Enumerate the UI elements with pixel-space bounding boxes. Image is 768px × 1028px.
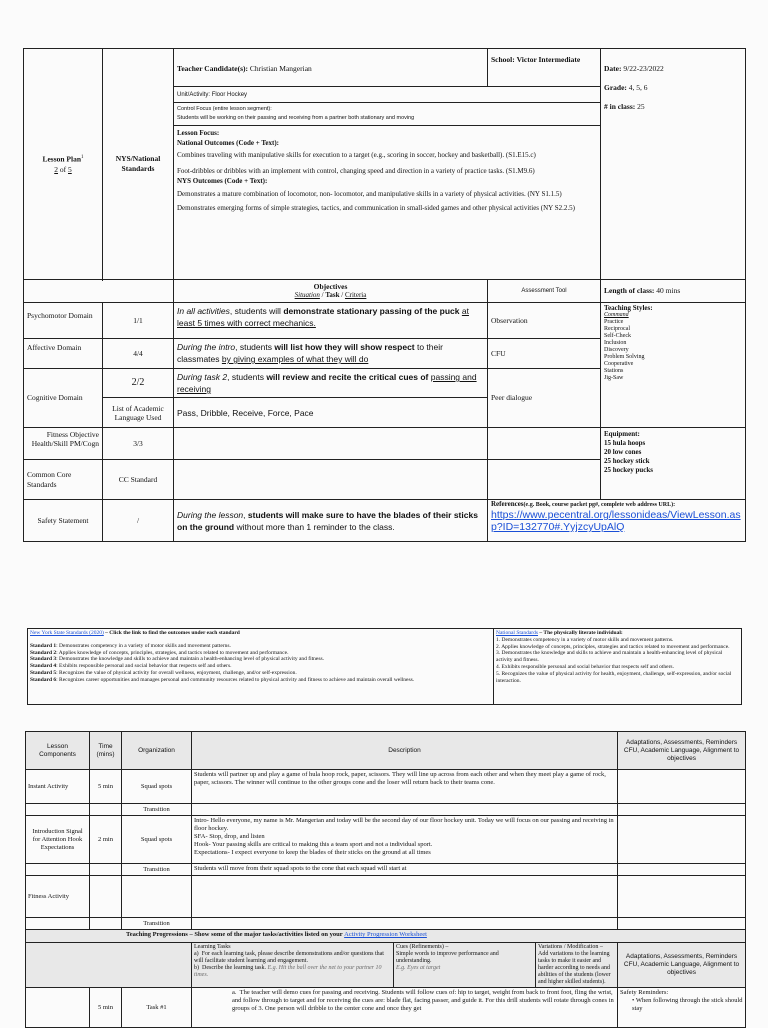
references-note: (e.g. Book, course packet pg#, complete web address URL): — [523, 502, 676, 508]
tp-blank — [26, 943, 192, 988]
teacher-cell — [174, 49, 488, 87]
class-label: # in class: — [604, 102, 636, 111]
page-total: 5 — [68, 164, 72, 174]
nys-standard-5 — [30, 670, 491, 677]
task1-desc: a. The teacher will demo cues for passing and receiving. Students will follow cues of: hip to target, weight from back to front foot, fling the wrist, and follow through to target and for receiving the cues are: blade flat, facing passer, and guide it. For this drill students will rotate through cones in groups of 3. One person will dribble to the center cone and once they get — [192, 988, 618, 1028]
transition-3-blank — [26, 918, 90, 930]
transition-1-label: Transition — [122, 804, 192, 816]
transition-2-label: Transition — [122, 864, 192, 876]
unit-value: Floor Hockey — [211, 91, 248, 98]
grade-value: 4, 5, 6 — [628, 83, 648, 92]
psychomotor-tool: Observation — [488, 303, 601, 339]
teacher-name: Christian Mangerian — [249, 63, 312, 73]
progression-table — [25, 731, 746, 1028]
header-organization: Organization — [122, 732, 192, 770]
common-core-objective — [174, 460, 488, 500]
affective-domain: Affective Domain — [24, 339, 103, 369]
nys-standard-1-label: Standard 1 — [30, 642, 57, 649]
grade-label: Grade: — [604, 83, 627, 92]
lesson-plan-label-cell — [24, 49, 103, 280]
lesson-plan-label: Lesson Plan — [42, 154, 82, 164]
nys-standard-1-text: : Demonstrates competency in a variety of motor skills and movement patterns. — [56, 642, 231, 649]
nys-standard-6-label: Standard 6 — [30, 676, 57, 683]
teacher-label: Teacher Candidate(s): — [177, 63, 249, 73]
affective-tool: CFU — [488, 339, 601, 369]
equipment-sticks: 25 hockey stick — [604, 457, 650, 465]
transition-1-time — [90, 804, 122, 816]
style-cooperative: Cooperative — [604, 361, 634, 367]
transition-1-adapt — [618, 804, 746, 816]
equipment-hula-hoops: 15 hula hoops — [604, 439, 646, 447]
school-cell — [488, 49, 601, 87]
lesson-plan-table — [23, 48, 746, 542]
intro-desc-4: Expectations- I expect everyone to keep the blades of their sticks on the ground at all times — [194, 849, 431, 856]
variations-cell — [536, 943, 618, 988]
common-core-code: CC Standard — [103, 460, 174, 500]
learning-tasks-cell — [192, 943, 394, 988]
instant-component: Instant Activity — [26, 770, 90, 804]
learning-tasks-b-text: Describe the learning task. — [202, 965, 266, 971]
nys-standards-cell — [28, 629, 494, 705]
intro-adapt — [618, 816, 746, 864]
affective-code: 4/4 — [103, 339, 174, 369]
instant-org: Squad spots — [122, 770, 192, 804]
nys-standard-2-text: : Applies knowledge of concepts, principles, strategies, and tactics related to movement and performance. — [56, 649, 289, 656]
assessment-header: Assessment Tool — [488, 280, 601, 303]
references-cell — [488, 500, 746, 542]
page-of: of — [59, 164, 67, 174]
task1-adapt — [618, 988, 746, 1028]
transition-1-blank — [26, 804, 90, 816]
national-standard-3: 3. Demonstrates the knowledge and skills to achieve and maintain a health-enhancing level of physical activity and fitness. — [496, 650, 723, 664]
outcomes-cell — [174, 126, 601, 280]
intro-desc — [192, 816, 618, 864]
teaching-styles-cell — [601, 303, 746, 428]
date-grade-class-cell — [601, 49, 746, 280]
safety-tail: without more than 1 reminder to the class. — [234, 521, 395, 532]
cues-eg: E.g. Eyes at target — [396, 965, 441, 971]
task1-time: 5 min — [90, 988, 122, 1028]
lesson-focus-label: Lesson Focus: — [177, 129, 220, 137]
fitness-org — [122, 876, 192, 918]
header-description: Description — [192, 732, 618, 770]
transition-2-time — [90, 864, 122, 876]
variations-title: Variations / Modification – — [538, 944, 603, 950]
cues-title: Cues (Refinements) – — [396, 944, 449, 950]
learning-tasks-a-text: For each learning task, please describe demonstrations and/or questions that will facilitate student learning and engagement. — [194, 951, 384, 964]
safety-comma: , — [243, 509, 248, 520]
nys-outcome-2: Demonstrates emerging forms of simple strategies, tactics, and communication in small-sided games and other physical activities (NY S2.2.5) — [177, 204, 575, 212]
national-outcome-1: Combines traveling with manipulative skills for execution to a target (e.g., scoring in soccer, hockey and basketball). (S1.E15.c) — [177, 151, 536, 159]
national-standard-1: 1. Demonstrates competency in a variety of motor skills and movement patterns. — [496, 636, 674, 643]
standards-table — [27, 628, 742, 705]
school-label: School: — [491, 55, 515, 64]
national-standards-intro: – The physically literate individual: — [538, 630, 623, 636]
nys-standard-6-text: : Recognizes career opportunities and manages personal and community resources related to physical activity and fitness to achieve and maintain overall wellness. — [56, 676, 415, 683]
equipment-cones: 20 low cones — [604, 448, 642, 456]
teaching-progressions-label: Teaching Progressions – Show some of the major tasks/activities listed on your — [126, 931, 345, 938]
blank-header-cell — [24, 280, 174, 303]
cognitive-code: 2/2 — [103, 369, 174, 398]
task1-blank — [26, 988, 90, 1028]
instant-time: 5 min — [90, 770, 122, 804]
intro-desc-1: Intro- Hello everyone, my name is Mr. Mangerian and today will be the second day of our floor hockey unit. Today we will focus on our passing and receiving in floor hockey. — [194, 817, 614, 832]
psychomotor-domain: Psychomotor Domain — [24, 303, 103, 339]
length-cell — [601, 280, 746, 303]
affective-subject: , students — [235, 342, 275, 352]
task1-adapt-title: Safety Reminders: — [620, 989, 669, 996]
equipment-pucks: 25 hockey pucks — [604, 466, 654, 474]
psychomotor-criteria: at least 5 times with correct mechanics. — [177, 306, 469, 328]
common-core-tool — [488, 460, 601, 500]
national-standards-cell — [494, 629, 742, 705]
national-standards-link[interactable]: National Standards — [496, 630, 539, 636]
objectives-header: Objectives — [313, 282, 348, 291]
national-standard-4: 4. Exhibits responsible personal and social behavior that respects self and others. — [496, 663, 674, 670]
cognitive-criteria: passing and receiving — [177, 372, 477, 394]
academic-language-text: Pass, Dribble, Receive, Force, Pace — [174, 398, 488, 428]
national-outcomes-label: National Outcomes (Code + Text): — [177, 139, 279, 147]
style-jig-saw: Jig-Saw — [604, 375, 624, 381]
affective-objective — [174, 339, 488, 369]
cues-cell — [394, 943, 536, 988]
teaching-progressions-row — [26, 930, 746, 943]
affective-tail: to their classmates — [177, 342, 443, 364]
affective-task: will list how they will show respect — [274, 342, 415, 352]
style-self-check: Self-Check — [604, 333, 631, 339]
control-focus-text: Students will be working on their passing and receiving from a partner both stationary and moving — [177, 115, 415, 121]
safety-task: students will make sure to have the blades of their sticks on the ground — [177, 509, 478, 532]
affective-criteria: by giving examples of what they will do — [221, 354, 369, 364]
nys-outcome-1: Demonstrates a mature combination of locomotor, non- locomotor, and manipulative skills in a variety of physical activities. (NY S1.1.5) — [177, 190, 562, 198]
style-stations: Stations — [604, 368, 624, 374]
affective-situation: During the intro — [177, 342, 236, 352]
objectives-sub-criteria: Criteria — [344, 291, 367, 299]
academic-language-label: List of Academic Language Used — [103, 398, 174, 428]
lesson-plan-sup: 1 — [81, 155, 84, 161]
intro-time: 2 min — [90, 816, 122, 864]
task1-desc-text: The teacher will demo cues for passing and receiving. Students will follow cues of: hip to target, weight from back to front foot, fling the wrist, and follow through to target and for receiving the cues are: blade flat, facing passer, and guide it. For this drill students will rotate through cones in groups of 3. One person will dribble to the center cone and once they get — [232, 989, 614, 1012]
intro-desc-2: SFA- Stop, drop, and listen — [194, 833, 265, 840]
fitness-objective — [174, 428, 488, 460]
class-value: 25 — [637, 102, 645, 111]
date-value: 9/22-23/2022 — [623, 64, 664, 73]
national-standard-5: 5. Recognizes the value of physical activity for health, enjoyment, challenge, self-expression, and/or social interaction. — [496, 670, 732, 684]
safety-domain: Safety Statement — [24, 500, 103, 542]
standards-label: NYS/National Standards — [103, 49, 174, 280]
learning-tasks-b-eg: E.g. Hit the ball over the net to your partner 10 times. — [194, 965, 382, 978]
nys-standards-intro: – Click the link to find the outcomes under each standard — [103, 630, 240, 636]
nys-standard-6 — [30, 677, 491, 684]
cognitive-subject: , students — [227, 372, 267, 382]
cues-text: Simple words to improve performance and understanding. — [396, 951, 499, 964]
objectives-sub-situation: Situation — [294, 291, 320, 299]
control-focus-cell — [174, 103, 601, 126]
references-label: References — [491, 500, 524, 508]
nys-standard-1 — [30, 643, 491, 650]
fitness-adapt — [618, 876, 746, 918]
cognitive-task: will review and recite the critical cues of — [266, 372, 429, 382]
transition-3-desc — [192, 918, 618, 930]
style-problem-solving: Problem Solving — [604, 354, 645, 360]
learning-tasks-b: b) Describe the learning task. E.g. Hit the ball over the net to your partner 10 times. — [194, 965, 382, 978]
school-name: Victor Intermediate — [516, 55, 581, 64]
variations-text: Add variations to the learning tasks to make it easier and harder according to needs and abilities of the students (lower and higher skilled students). — [538, 951, 611, 985]
style-inclusion: Inclusion — [604, 340, 627, 346]
transition-2-blank — [26, 864, 90, 876]
header-adaptations: Adaptations, Assessments, Reminders CFU, Academic Language, Alignment to objectives — [618, 732, 746, 770]
equipment-label: Equipment: — [604, 430, 640, 438]
page-number: 2 — [54, 164, 58, 174]
common-core-domain: Common Core Standards — [24, 460, 103, 500]
psychomotor-subject: , students will — [229, 306, 284, 316]
objectives-sub-task: Task — [325, 291, 340, 299]
unit-label: Unit/Activity: — [177, 91, 211, 98]
style-discovery: Discovery — [604, 347, 629, 353]
control-focus-label: Control Focus (entire lesson segment): — [177, 106, 272, 112]
teaching-styles-label: Teaching Styles: — [604, 304, 653, 312]
task1-org: Task #1 — [122, 988, 192, 1028]
nys-outcomes-label: NYS Outcomes (Code + Text): — [177, 177, 268, 185]
intro-org: Squad spots — [122, 816, 192, 864]
header-components: Lesson Components — [26, 732, 90, 770]
nys-standard-3-text: : Demonstrates the knowledge and skills to achieve and maintain a health-enhancing level of physical activity and fitness. — [56, 656, 325, 663]
transition-3-time — [90, 918, 122, 930]
safety-situation: During the lesson — [177, 509, 244, 520]
cognitive-tool: Peer dialogue — [488, 369, 601, 428]
nys-standard-2-label: Standard 2 — [30, 649, 57, 656]
transition-3-label: Transition — [122, 918, 192, 930]
intro-desc-3: Hook- Your passing skills are critical to making this a team sport and not a individual sport. — [194, 841, 433, 848]
objectives-header-cell: Objectives Situation / Task / Criteria — [174, 280, 488, 303]
date-label: Date: — [604, 64, 622, 73]
nys-standard-5-label: Standard 5 — [30, 669, 57, 676]
safety-objective — [174, 500, 488, 542]
transition-2-adapt — [618, 864, 746, 876]
fitness-component: Fitness Activity — [26, 876, 90, 918]
nys-standard-4-label: Standard 4 — [30, 663, 57, 670]
nys-standard-5-text: : Recognizes the value of physical activity for overall wellness, enjoyment, challenge, and/or self-expression. — [56, 669, 297, 676]
header-time: Time (mins) — [90, 732, 122, 770]
intro-component: Introduction Signal for Attention Hook Expectations — [26, 816, 90, 864]
equipment-cell — [601, 428, 746, 500]
cognitive-objective — [174, 369, 488, 398]
fitness-tool — [488, 428, 601, 460]
psychomotor-task: demonstrate stationary passing of the puck — [283, 306, 460, 316]
learning-tasks-title: Learning Tasks — [194, 944, 231, 950]
fitness-time — [90, 876, 122, 918]
safety-code: / — [103, 500, 174, 542]
unit-cell — [174, 87, 601, 103]
psychomotor-situation: In all activities — [177, 306, 230, 316]
fitness-code: 3/3 — [103, 428, 174, 460]
nys-standards-link[interactable]: New York State Standards (2020) — [30, 630, 104, 636]
transition-3-adapt — [618, 918, 746, 930]
national-standard-2: 2. Applies knowledge of concepts, principles, strategies and tactics related to movement and performance. — [496, 643, 730, 650]
cognitive-domain: Cognitive Domain — [24, 369, 103, 428]
cognitive-situation: During task 2 — [177, 372, 228, 382]
instant-adapt — [618, 770, 746, 804]
psychomotor-code: 1/1 — [103, 303, 174, 339]
nys-standard-3-label: Standard 3 — [30, 656, 57, 663]
adapt-header-2: Adaptations, Assessments, Reminders CFU, Academic Language, Alignment to objectives — [618, 943, 746, 988]
learning-tasks-a: a) For each learning task, please describe demonstrations and/or questions that will facilitate student learning and engagement. — [194, 951, 384, 964]
psychomotor-objective — [174, 303, 488, 339]
style-command: Command — [604, 312, 629, 318]
nys-standard-4 — [30, 663, 491, 670]
length-value: 40 mins — [656, 286, 681, 295]
fitness-desc — [192, 876, 618, 918]
style-practice: Practice — [604, 319, 624, 325]
fitness-domain: Fitness Objective Health/Skill PM/Cogn — [24, 428, 103, 460]
transition-2-desc: Students will move from their squad spots to the cone that each squad will start at — [192, 864, 618, 876]
style-reciprocal: Reciprocal — [604, 326, 630, 332]
nys-standard-4-text: : Exhibits responsible personal and social behavior that respects self and others. — [56, 663, 232, 670]
length-label: Length of class: — [604, 286, 655, 295]
transition-1-desc — [192, 804, 618, 816]
activity-progression-link[interactable]: Activity Progression Worksheet — [344, 931, 427, 938]
instant-desc: Students will partner up and play a game of hula hoop rock, paper, scissors. They will line up across from each other and when they meet play a game of rock, paper, scissors. The winner will continue to the other groups cone and the loser will return back to their teams cone. — [192, 770, 618, 804]
references-url[interactable]: https://www.pecentral.org/lessonideas/ViewLesson.asp?ID=132770#.YyjzcyUpAlQ — [491, 509, 741, 533]
national-outcome-2: Foot-dribbles or dribbles with an implement with control, changing speed and direction in a variety of practice tasks. (S1.M9.6) — [177, 167, 535, 175]
task1-adapt-item: • When following through the stick should stay — [620, 997, 743, 1013]
